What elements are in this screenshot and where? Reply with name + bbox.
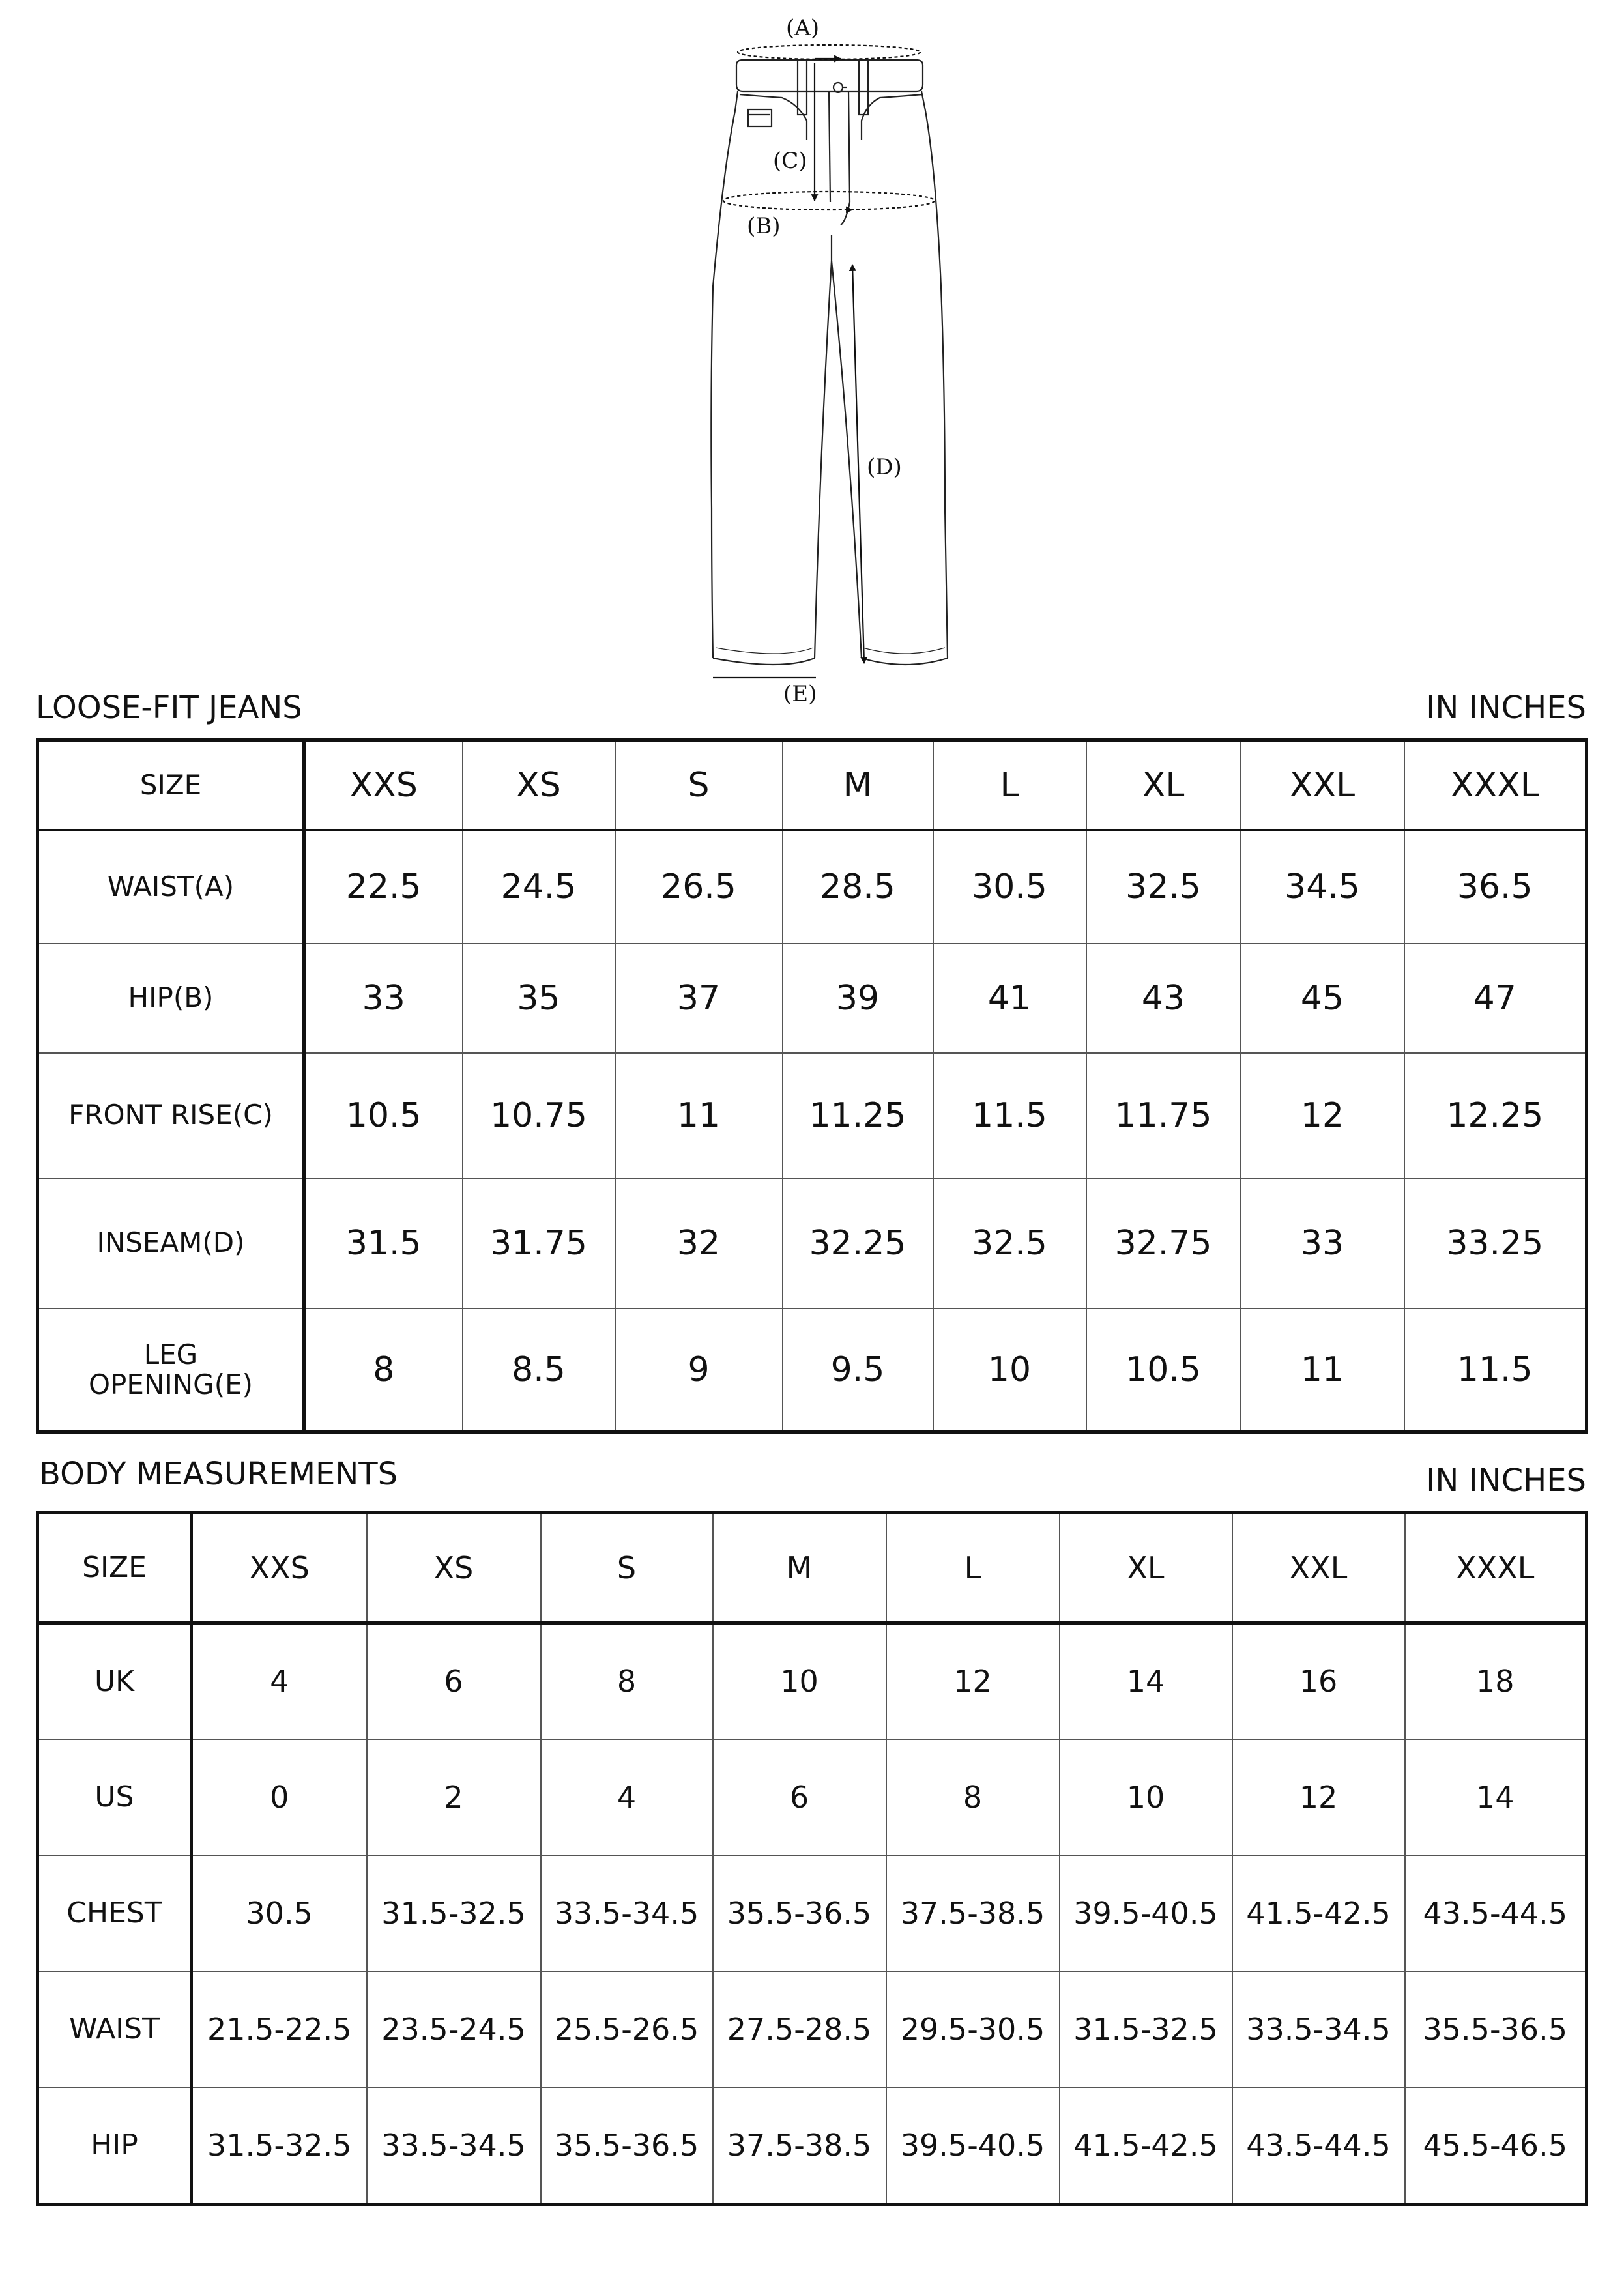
- value-cell: 31.5-32.5: [192, 2087, 367, 2205]
- value-cell: 14: [1060, 1623, 1232, 1739]
- value-cell: 31.75: [463, 1178, 615, 1309]
- value-cell: 43: [1086, 944, 1241, 1053]
- value-cell: 8.5: [463, 1309, 615, 1432]
- size-header: SIZE: [38, 1512, 192, 1623]
- size-cell: XS: [367, 1512, 541, 1623]
- value-cell: 8: [304, 1309, 463, 1432]
- row-label: WAIST: [38, 1971, 192, 2087]
- jeans-title: LOOSE-FIT JEANS: [36, 689, 302, 726]
- value-cell: 35.5-36.5: [1405, 1971, 1587, 2087]
- value-cell: 11.5: [1404, 1309, 1587, 1432]
- size-cell: M: [713, 1512, 886, 1623]
- value-cell: 35: [463, 944, 615, 1053]
- size-cell: XXL: [1232, 1512, 1405, 1623]
- row-label: WAIST(A): [38, 830, 304, 944]
- table-row: [38, 1623, 1587, 1739]
- size-cell: XXL: [1241, 740, 1404, 830]
- value-cell: 27.5-28.5: [713, 1971, 886, 2087]
- value-cell: 36.5: [1404, 830, 1587, 944]
- value-cell: 41.5-42.5: [1060, 2087, 1232, 2205]
- value-cell: 29.5-30.5: [886, 1971, 1060, 2087]
- value-cell: 16: [1232, 1623, 1405, 1739]
- size-cell: XXXL: [1404, 740, 1587, 830]
- value-cell: 35.5-36.5: [541, 2087, 713, 2205]
- value-cell: 23.5-24.5: [367, 1971, 541, 2087]
- value-cell: 33: [1241, 1178, 1404, 1309]
- value-cell: 12: [886, 1623, 1060, 1739]
- value-cell: 45: [1241, 944, 1404, 1053]
- value-cell: 33: [304, 944, 463, 1053]
- value-cell: 33.5-34.5: [1232, 1971, 1405, 2087]
- row-label: INSEAM(D): [38, 1178, 304, 1309]
- body-unit: IN INCHES: [1426, 1462, 1586, 1499]
- row-label: UK: [38, 1623, 192, 1739]
- size-cell: L: [886, 1512, 1060, 1623]
- label-c: (C): [773, 148, 807, 174]
- value-cell: 33.25: [1404, 1178, 1587, 1309]
- value-cell: 37: [615, 944, 783, 1053]
- size-cell: M: [783, 740, 933, 830]
- label-e: (E): [783, 681, 817, 707]
- value-cell: 11.75: [1086, 1053, 1241, 1178]
- value-cell: 10: [933, 1309, 1086, 1432]
- row-label: LEG OPENING(E): [38, 1309, 304, 1432]
- row-label: FRONT RISE(C): [38, 1053, 304, 1178]
- value-cell: 31.5: [304, 1178, 463, 1309]
- value-cell: 30.5: [192, 1855, 367, 1971]
- value-cell: 12: [1232, 1739, 1405, 1855]
- value-cell: 33.5-34.5: [541, 1855, 713, 1971]
- table-row: [38, 1053, 1587, 1178]
- value-cell: 12.25: [1404, 1053, 1587, 1178]
- value-cell: 45.5-46.5: [1405, 2087, 1587, 2205]
- value-cell: 37.5-38.5: [713, 2087, 886, 2205]
- value-cell: 41: [933, 944, 1086, 1053]
- value-cell: 22.5: [304, 830, 463, 944]
- value-cell: 8: [541, 1623, 713, 1739]
- size-cell: XS: [463, 740, 615, 830]
- jeans-diagram: [684, 0, 958, 717]
- value-cell: 32: [615, 1178, 783, 1309]
- value-cell: 9.5: [783, 1309, 933, 1432]
- label-a: (A): [786, 15, 820, 41]
- value-cell: 32.25: [783, 1178, 933, 1309]
- value-cell: 11: [615, 1053, 783, 1178]
- value-cell: 11: [1241, 1309, 1404, 1432]
- value-cell: 31.5-32.5: [1060, 1971, 1232, 2087]
- size-cell: XXXL: [1405, 1512, 1587, 1623]
- value-cell: 10: [713, 1623, 886, 1739]
- row-label: HIP: [38, 2087, 192, 2205]
- value-cell: 4: [541, 1739, 713, 1855]
- label-b: (B): [747, 213, 781, 239]
- body-title: BODY MEASUREMENTS: [39, 1456, 398, 1492]
- size-cell: XL: [1060, 1512, 1232, 1623]
- table-row: [38, 1739, 1587, 1855]
- label-d: (D): [867, 454, 902, 480]
- value-cell: 12: [1241, 1053, 1404, 1178]
- size-cell: XXS: [192, 1512, 367, 1623]
- size-cell: L: [933, 740, 1086, 830]
- value-cell: 10.75: [463, 1053, 615, 1178]
- value-cell: 21.5-22.5: [192, 1971, 367, 2087]
- value-cell: 2: [367, 1739, 541, 1855]
- body-size-table: [36, 1511, 1588, 2206]
- size-cell: XXS: [304, 740, 463, 830]
- value-cell: 0: [192, 1739, 367, 1855]
- value-cell: 11.25: [783, 1053, 933, 1178]
- size-cell: S: [615, 740, 783, 830]
- value-cell: 37.5-38.5: [886, 1855, 1060, 1971]
- value-cell: 25.5-26.5: [541, 1971, 713, 2087]
- value-cell: 6: [367, 1623, 541, 1739]
- value-cell: 32.75: [1086, 1178, 1241, 1309]
- value-cell: 24.5: [463, 830, 615, 944]
- header-row: [38, 1512, 1587, 1623]
- jeans-unit: IN INCHES: [1426, 689, 1586, 726]
- value-cell: 32.5: [1086, 830, 1241, 944]
- table-row: [38, 1855, 1587, 1971]
- value-cell: 10.5: [1086, 1309, 1241, 1432]
- header-row: [38, 740, 1587, 830]
- value-cell: 43.5-44.5: [1232, 2087, 1405, 2205]
- value-cell: 10.5: [304, 1053, 463, 1178]
- value-cell: 8: [886, 1739, 1060, 1855]
- value-cell: 39.5-40.5: [886, 2087, 1060, 2205]
- jeans-size-table: [36, 738, 1588, 1434]
- value-cell: 47: [1404, 944, 1587, 1053]
- value-cell: 39.5-40.5: [1060, 1855, 1232, 1971]
- value-cell: 41.5-42.5: [1232, 1855, 1405, 1971]
- size-cell: S: [541, 1512, 713, 1623]
- table-row: [38, 830, 1587, 944]
- value-cell: 18: [1405, 1623, 1587, 1739]
- table-row: [38, 1971, 1587, 2087]
- value-cell: 35.5-36.5: [713, 1855, 886, 1971]
- value-cell: 10: [1060, 1739, 1232, 1855]
- value-cell: 30.5: [933, 830, 1086, 944]
- value-cell: 4: [192, 1623, 367, 1739]
- value-cell: 34.5: [1241, 830, 1404, 944]
- row-label: CHEST: [38, 1855, 192, 1971]
- value-cell: 26.5: [615, 830, 783, 944]
- table-row: [38, 1309, 1587, 1432]
- table-row: [38, 944, 1587, 1053]
- value-cell: 31.5-32.5: [367, 1855, 541, 1971]
- row-label: HIP(B): [38, 944, 304, 1053]
- value-cell: 39: [783, 944, 933, 1053]
- size-header: SIZE: [38, 740, 304, 830]
- value-cell: 32.5: [933, 1178, 1086, 1309]
- table-row: [38, 1178, 1587, 1309]
- value-cell: 6: [713, 1739, 886, 1855]
- value-cell: 43.5-44.5: [1405, 1855, 1587, 1971]
- value-cell: 11.5: [933, 1053, 1086, 1178]
- size-cell: XL: [1086, 740, 1241, 830]
- value-cell: 33.5-34.5: [367, 2087, 541, 2205]
- table-row: [38, 2087, 1587, 2205]
- value-cell: 28.5: [783, 830, 933, 944]
- value-cell: 14: [1405, 1739, 1587, 1855]
- row-label: US: [38, 1739, 192, 1855]
- value-cell: 9: [615, 1309, 783, 1432]
